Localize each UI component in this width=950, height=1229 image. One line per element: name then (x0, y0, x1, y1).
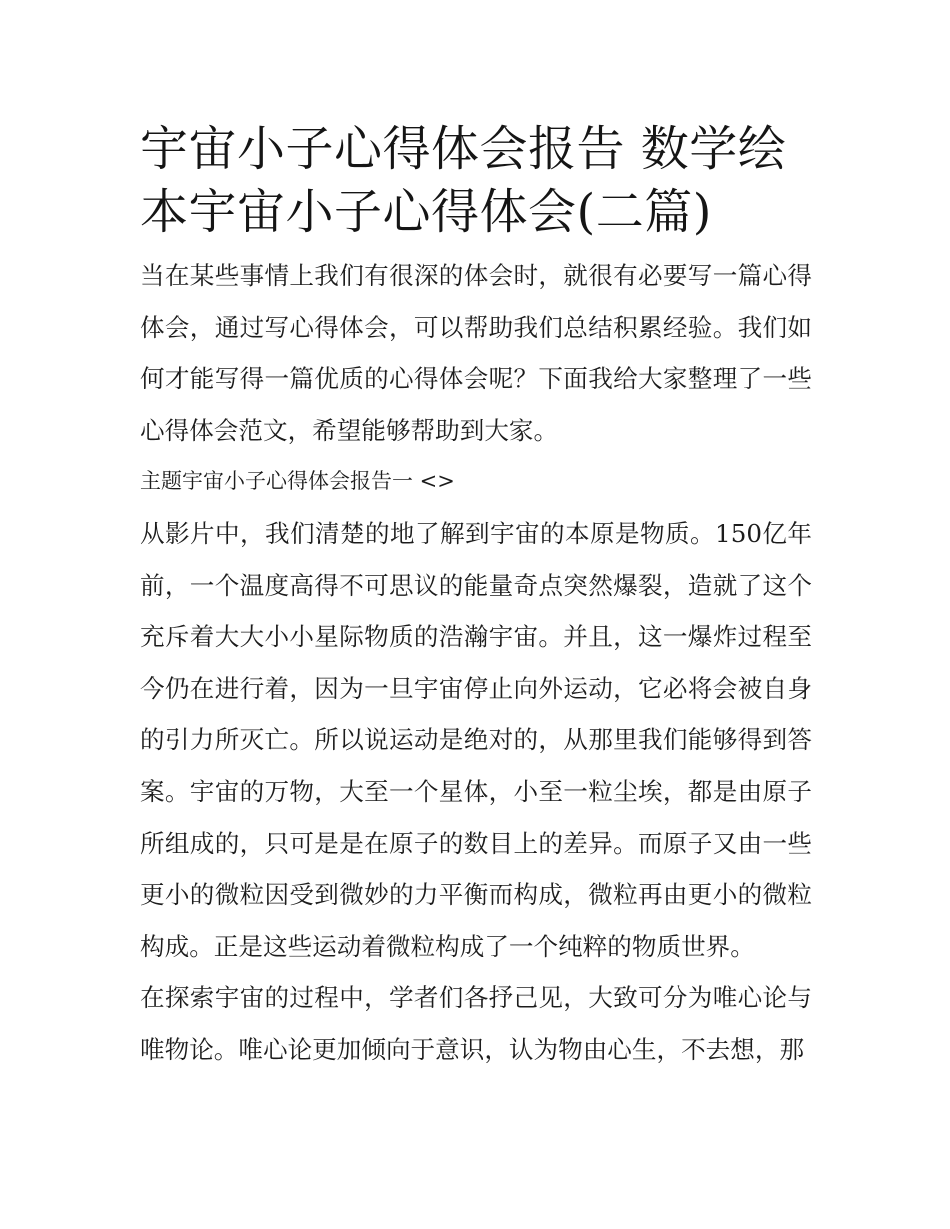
document-title: 宇宙小子心得体会报告 数学绘本宇宙小子心得体会(二篇) (140, 121, 787, 240)
section-heading: 主题宇宙小子心得体会报告一 <> (140, 469, 455, 494)
document-body (140, 250, 812, 1076)
body-paragraph: 从影片中，我们清楚的地了解到宇宙的本原是物质。150亿年前，一个温度高得不可思议的能量奇点突然爆裂，造就了这个充斥着大大小小星际物质的浩瀚宇宙。并且，这一爆炸过程至今仍在进行着，因为一旦宇宙停止向外运动，它必将会被自身的引力所灭亡。所以说运动是绝对的，从那里我们能够得到答案。宇宙的万物，大至一个星体，小至一粒尘埃，都是由原子所组成的，只可是是在原子的数目上的差异。而原子又由一些更小的微粒因受到微妙的力平衡而构成，微粒再由更小的微粒构成。正是这些运动着微粒构成了一个纯粹的物质世界。 (140, 518, 812, 961)
document-content (140, 118, 812, 1076)
body-paragraph: 在探索宇宙的过程中，学者们各抒己见，大致可分为唯心论与唯物论。唯心论更加倾向于意识，认为物由心生，不去想，那 (140, 983, 812, 1064)
intro-paragraph: 当在某些事情上我们有很深的体会时，就很有必要写一篇心得体会，通过写心得体会，可以帮助我们总结积累经验。我们如何才能写得一篇优质的心得体会呢？下面我给大家整理了一些心得体会范文，希望能够帮助到大家。 (140, 261, 812, 445)
